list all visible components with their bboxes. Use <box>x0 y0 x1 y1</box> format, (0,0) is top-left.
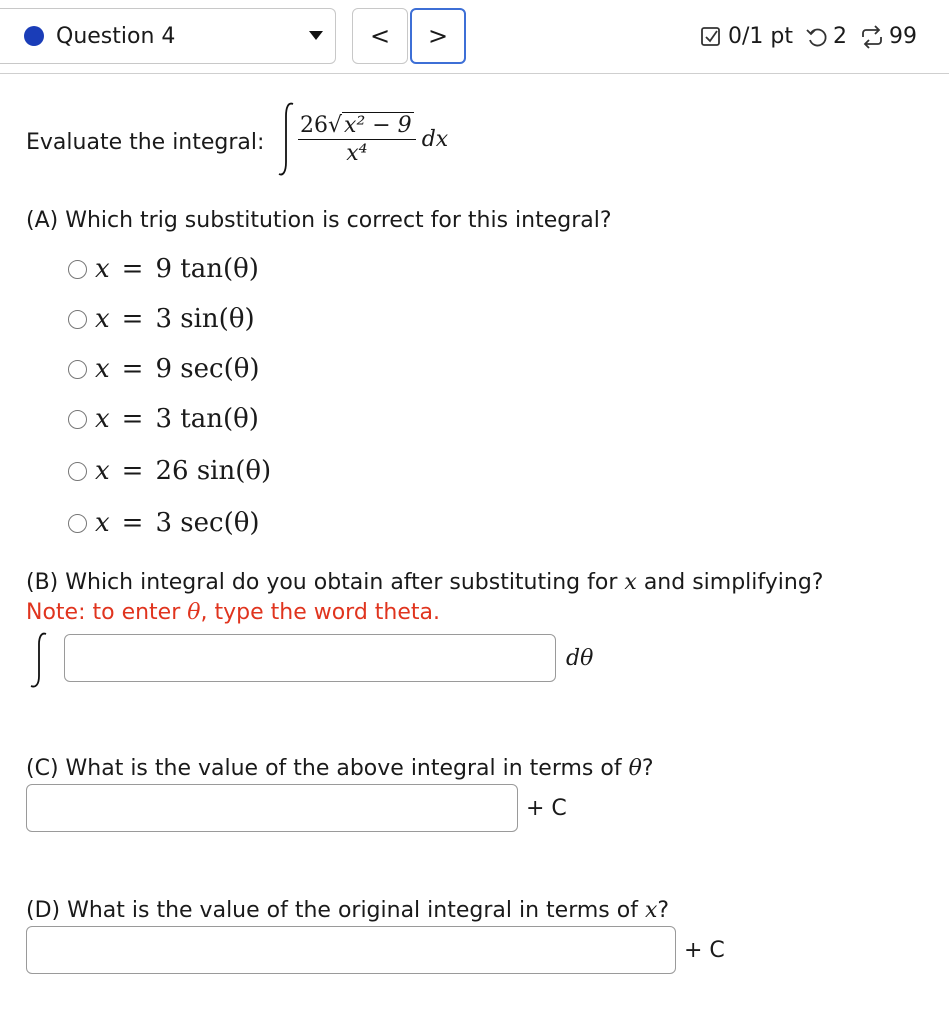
evaluate-label: Evaluate the integral: <box>26 130 265 155</box>
part-b-question-text: (B) Which integral do you obtain after substituting for <box>26 570 618 595</box>
part-c-question <box>26 756 654 781</box>
part-b-suffix: dθ <box>566 646 594 671</box>
radio-button[interactable] <box>68 410 87 429</box>
chevron-right-icon: > <box>427 22 449 50</box>
part-c-question-tail: ? <box>641 756 654 781</box>
part-d-question-text: (D) What is the value of the original integral in terms of <box>26 898 638 923</box>
option-lhs: x <box>95 508 110 538</box>
option-rhs: 3 tan(θ) <box>155 404 259 434</box>
header-divider <box>0 73 949 74</box>
part-d-variable: x <box>644 898 658 923</box>
part-d-question <box>26 898 669 923</box>
option-a4[interactable]: x = 3 tan(θ) <box>68 404 259 434</box>
note-text: Note: to enter <box>26 600 181 625</box>
part-c-suffix: + C <box>526 796 567 821</box>
integrand-coefficient: 26 <box>300 112 328 138</box>
option-a1[interactable]: x = 9 tan(θ) <box>68 254 259 284</box>
radio-button[interactable] <box>68 360 87 379</box>
question-status <box>700 24 917 49</box>
attempts-icon <box>859 25 885 49</box>
part-a-question: (A) Which trig substitution is correct for this integral? <box>26 208 612 233</box>
previous-question-button[interactable] <box>352 8 408 64</box>
question-label: Question 4 <box>56 23 176 49</box>
radio-button[interactable] <box>68 260 87 279</box>
part-b-variable: x <box>624 570 637 595</box>
option-lhs: x <box>95 354 110 384</box>
option-lhs: x <box>95 304 110 334</box>
integral-icon <box>276 100 296 178</box>
chevron-left-icon: < <box>369 22 391 50</box>
attempts-count: 99 <box>889 24 917 49</box>
option-rhs: 9 tan(θ) <box>155 254 259 284</box>
part-c-question-text: (C) What is the value of the above integral in terms of <box>26 756 622 781</box>
option-rhs: 3 sec(θ) <box>155 508 260 538</box>
option-a2[interactable]: x = 3 sin(θ) <box>68 304 255 334</box>
integrand-radicand: x² − 9 <box>344 112 412 138</box>
question-status-dot-icon <box>24 26 44 46</box>
option-rhs: 3 sin(θ) <box>155 304 255 334</box>
integrand-denominator: x⁴ <box>346 140 368 166</box>
radio-button[interactable] <box>68 310 87 329</box>
caret-down-icon <box>309 31 323 40</box>
part-c-answer-input[interactable] <box>26 784 518 832</box>
part-c-variable: θ <box>628 756 642 781</box>
score-text: 0/1 pt <box>728 24 793 49</box>
note-text-tail: , type the word theta. <box>200 600 440 625</box>
option-rhs: 26 sin(θ) <box>155 456 272 486</box>
question-selector[interactable] <box>0 8 336 64</box>
part-d-suffix: + C <box>684 938 725 963</box>
option-lhs: x <box>95 456 110 486</box>
option-lhs: x <box>95 254 110 284</box>
radio-button[interactable] <box>68 462 87 481</box>
option-a6[interactable]: x = 3 sec(θ) <box>68 508 260 538</box>
retry-icon <box>805 26 829 48</box>
option-rhs: 9 sec(θ) <box>155 354 260 384</box>
part-d-answer-input[interactable] <box>26 926 676 974</box>
integral-expression: $\frac{\text{26√x² − 9}}{\text{x⁴}}$ dx <box>276 100 448 178</box>
part-b-answer-input[interactable] <box>64 634 556 682</box>
retries-count: 2 <box>833 24 847 49</box>
radio-button[interactable] <box>68 514 87 533</box>
integral-icon <box>28 630 50 690</box>
checkbox-icon <box>700 26 722 48</box>
integrand-differential: dx <box>421 126 449 152</box>
next-question-button[interactable] <box>410 8 466 64</box>
note-theta: θ <box>187 600 201 625</box>
option-a3[interactable]: x = 9 sec(θ) <box>68 354 260 384</box>
part-b-note <box>26 600 440 625</box>
part-d-question-tail: ? <box>657 898 670 923</box>
option-a5[interactable]: x = 26 sin(θ) <box>68 456 271 486</box>
part-b-question <box>26 570 823 595</box>
part-b-question-tail: and simplifying? <box>643 570 824 595</box>
option-lhs: x <box>95 404 110 434</box>
